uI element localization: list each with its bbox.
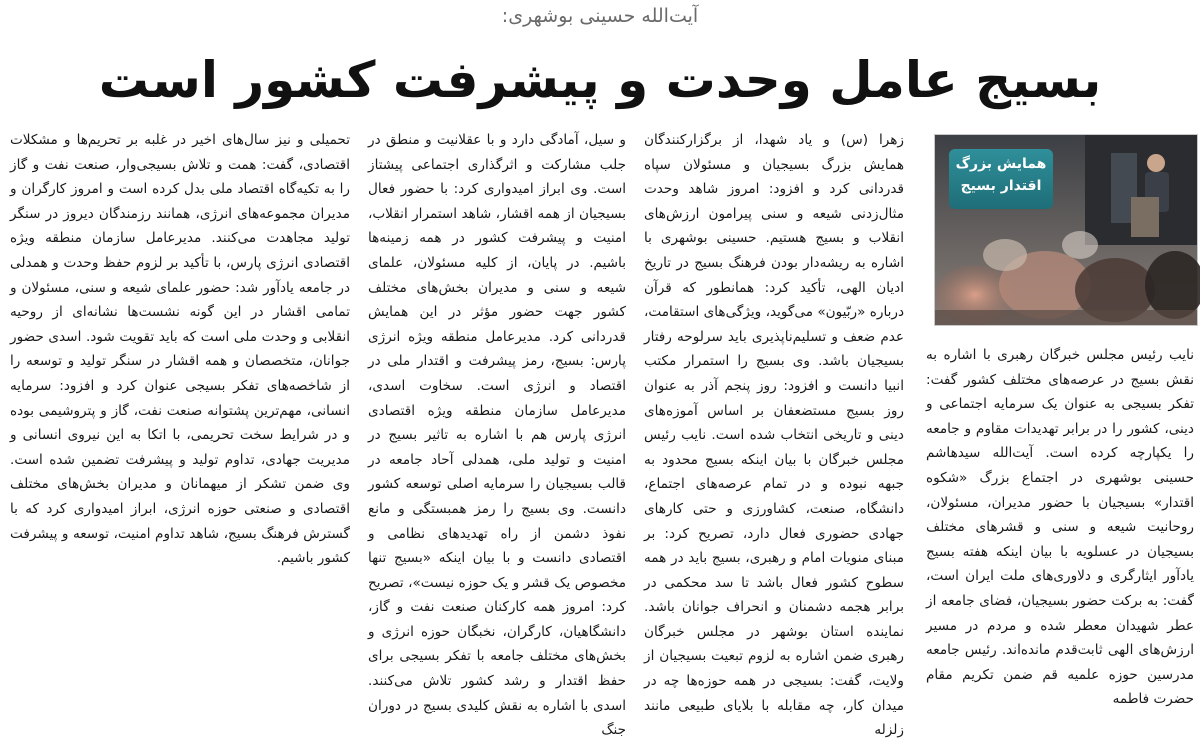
article-column-4: [10, 128, 350, 703]
article-column-2: [644, 128, 904, 739]
article-column-1: [926, 343, 1194, 708]
event-banner: [949, 149, 1053, 209]
column-1-text: نایب رئیس مجلس خبرگان رهبری با اشاره به نقش بسیج در عرصه‌های مختلف کشور گفت: تفکر بسیجی به عنوان یک سرمایه اجتماعی و دینی، کشور را در برابر تهدیدات مقاوم و جامعه را یکپارچه کرده است. آیت‌الله سیدهاشم حسینی بوشهری در اجتماع بزرگ «شکوه اقتدار» بسیجیان با حضور مدیران، مسئولان، روحانیت شیعه و سنی و قشرهای مختلف بسیجیان در عسلویه با بیان اینکه هفته بسیج یادآور ایثارگری و دلاوری‌های ملت ایران است، گفت: به برکت حضور بسیجیان، فضای جامعه از عطر شهیدان معطر شده و مردم در مسیر ارزش‌های الهی ثابت‌قدم مانده‌اند. رئیس جامعه مدرسین حوزه علمیه قم ضمن تکریم مقام حضرت فاطمه: [926, 347, 1194, 708]
event-banner-line-2: اقتدار بسیج: [960, 178, 1042, 194]
column-3-text: و سیل، آمادگی دارد و با عقلانیت و منطق در جلب مشارکت و اثرگذاری اجتماعی پیشتاز است. وی ابراز امیدواری کرد: با حضور فعال بسیجیان از همه اقشار، شاهد استمرار انقلاب، امنیت و پیشرفت کشور در همه زمینه‌ها باشیم. در پایان، از کلیه مسئولان، علمای شیعه و سنی و مدیران بخش‌های مختلف کشور جهت حضور مؤثر در این همایش قدردانی کرد. مدیرعامل منطقه ویژه انرژی پارس: بسیج، رمز پیشرفت و اقتدار ملی در اقتصاد و انرژی است. سخاوت اسدی، مدیرعامل سازمان منطقه ویژه اقتصادی انرژی پارس هم با اشاره به تاثیر بسیج در امنیت و تولید ملی، همدلی آحاد جامعه در قالب بسیجیان را سرمایه اصلی توسعه کشور دانست. وی بسیج را رمز همبستگی و مانع نفوذ دشمن از راه تهدیدهای نظامی و اقتصادی دانست و با بیان اینکه «بسیج تنها مخصوص یک قشر و یک حوزه نیست»، تصریح کرد: امروز همه کارکنان صنعت نفت و گاز، دانشگاهیان، کارگران، نخبگان حوزه انرژی و بخش‌های مختلف جامعه با تفکر بسیجی برای حفظ اقتدار و رشد کشور تلاش می‌کنند. اسدی با اشاره به نقش کلیدی بسیج در دوران جنگ: [368, 132, 626, 739]
column-2-text: زهرا (س) و یاد شهدا، از برگزارکنندگان همایش بزرگ بسیجیان و مسئولان سپاه قدردانی کرد و افزود: امروز شاهد وحدت مثال‌زدنی شیعه و سنی پیرامون ارزش‌های انقلاب و بسیج هستیم. حسینی بوشهری با اشاره به ریشه‌دار بودن فرهنگ بسیج در تاریخ ادیان الهی، تأکید کرد: همانطور که قرآن درباره «ربّیون» می‌گوید، ویژگی‌های استقامت، عدم ضعف و تسلیم‌ناپذیری باید سرلوحه رفتار بسیجیان باشد. وی بسیج را استمرار مکتب انبیا دانست و افزود: روز پنجم آذر به عنوان روز بسیج مستضعفان بر اساس آموزه‌های دینی و تاریخی انتخاب شده است. نایب رئیس مجلس خبرگان با بیان اینکه بسیج محدود به جبهه نبوده و در تمام عرصه‌های اجتماع، دانشگاه، صنعت، کشاورزی و حتی کارهای جهادی حضوری فعال دارد، تصریح کرد: بر مبنای منویات امام و رهبری، بسیج باید در همه سطوح کشور فعال باشد تا سد محکمی در برابر هجمه دشمنان و انحراف جوانان باشد. نماینده استان بوشهر در مجلس خبرگان رهبری ضمن اشاره به لزوم تبعیت بسیجیان از ولایت، گفت: بسیجی در همه حوزه‌ها چه در میدان کار، چه مقابله با بلایای طبیعی مانند زلزله: [644, 132, 904, 739]
column-4-text: تحمیلی و نیز سال‌های اخیر در غلبه بر تحریم‌ها و مشکلات اقتصادی، گفت: همت و تلاش بسیجی‌وار، صنعت نفت و گاز را به تکیه‌گاه اقتصاد ملی بدل کرده است و امروز کارگران و مدیران مجموعه‌های انرژی، همانند رزمندگان دیروز در سنگر تولید مجاهدت می‌کنند. مدیرعامل سازمان منطقه ویژه اقتصادی انرژی پارس، با تأکید بر لزوم حفظ وحدت و همدلی در جامعه یادآور شد: حضور علمای شیعه و سنی، مسئولان و تمامی اقشار در این گونه نشست‌ها نشانه‌ای از روحیه انقلابی و وحدت ملی است که باید تقویت شود. اسدی حضور جوانان، متخصصان و همه اقشار در سنگر تولید و توسعه را از شاخصه‌های تفکر بسیجی عنوان کرد و افزود: سرمایه انسانی، مهم‌ترین پشتوانه صنعت نفت، گاز و پتروشیمی بوده و در شرایط سخت تحریمی، با اتکا به این نیروی انسانی و مدیریت جهادی، تداوم تولید و پیشرفت تضمین شده است. وی ضمن تشکر از میهمانان و مدیران بخش‌های مختلف اقتصادی و صنعتی حوزه انرژی، ابراز امیدواری کرد که با گسترش فرهنگ بسیج، شاهد تداوم امنیت، توسعه و پیشرفت کشور باشیم.: [10, 132, 350, 567]
article-kicker: آیت‌الله حسینی بوشهری:: [501, 5, 699, 27]
event-banner-line-1: همایش بزرگ: [955, 156, 1047, 172]
article-headline: بسیج عامل وحدت و پیشرفت کشور است: [98, 51, 1102, 109]
article-photo: [934, 134, 1198, 326]
article-column-3: [368, 128, 626, 739]
